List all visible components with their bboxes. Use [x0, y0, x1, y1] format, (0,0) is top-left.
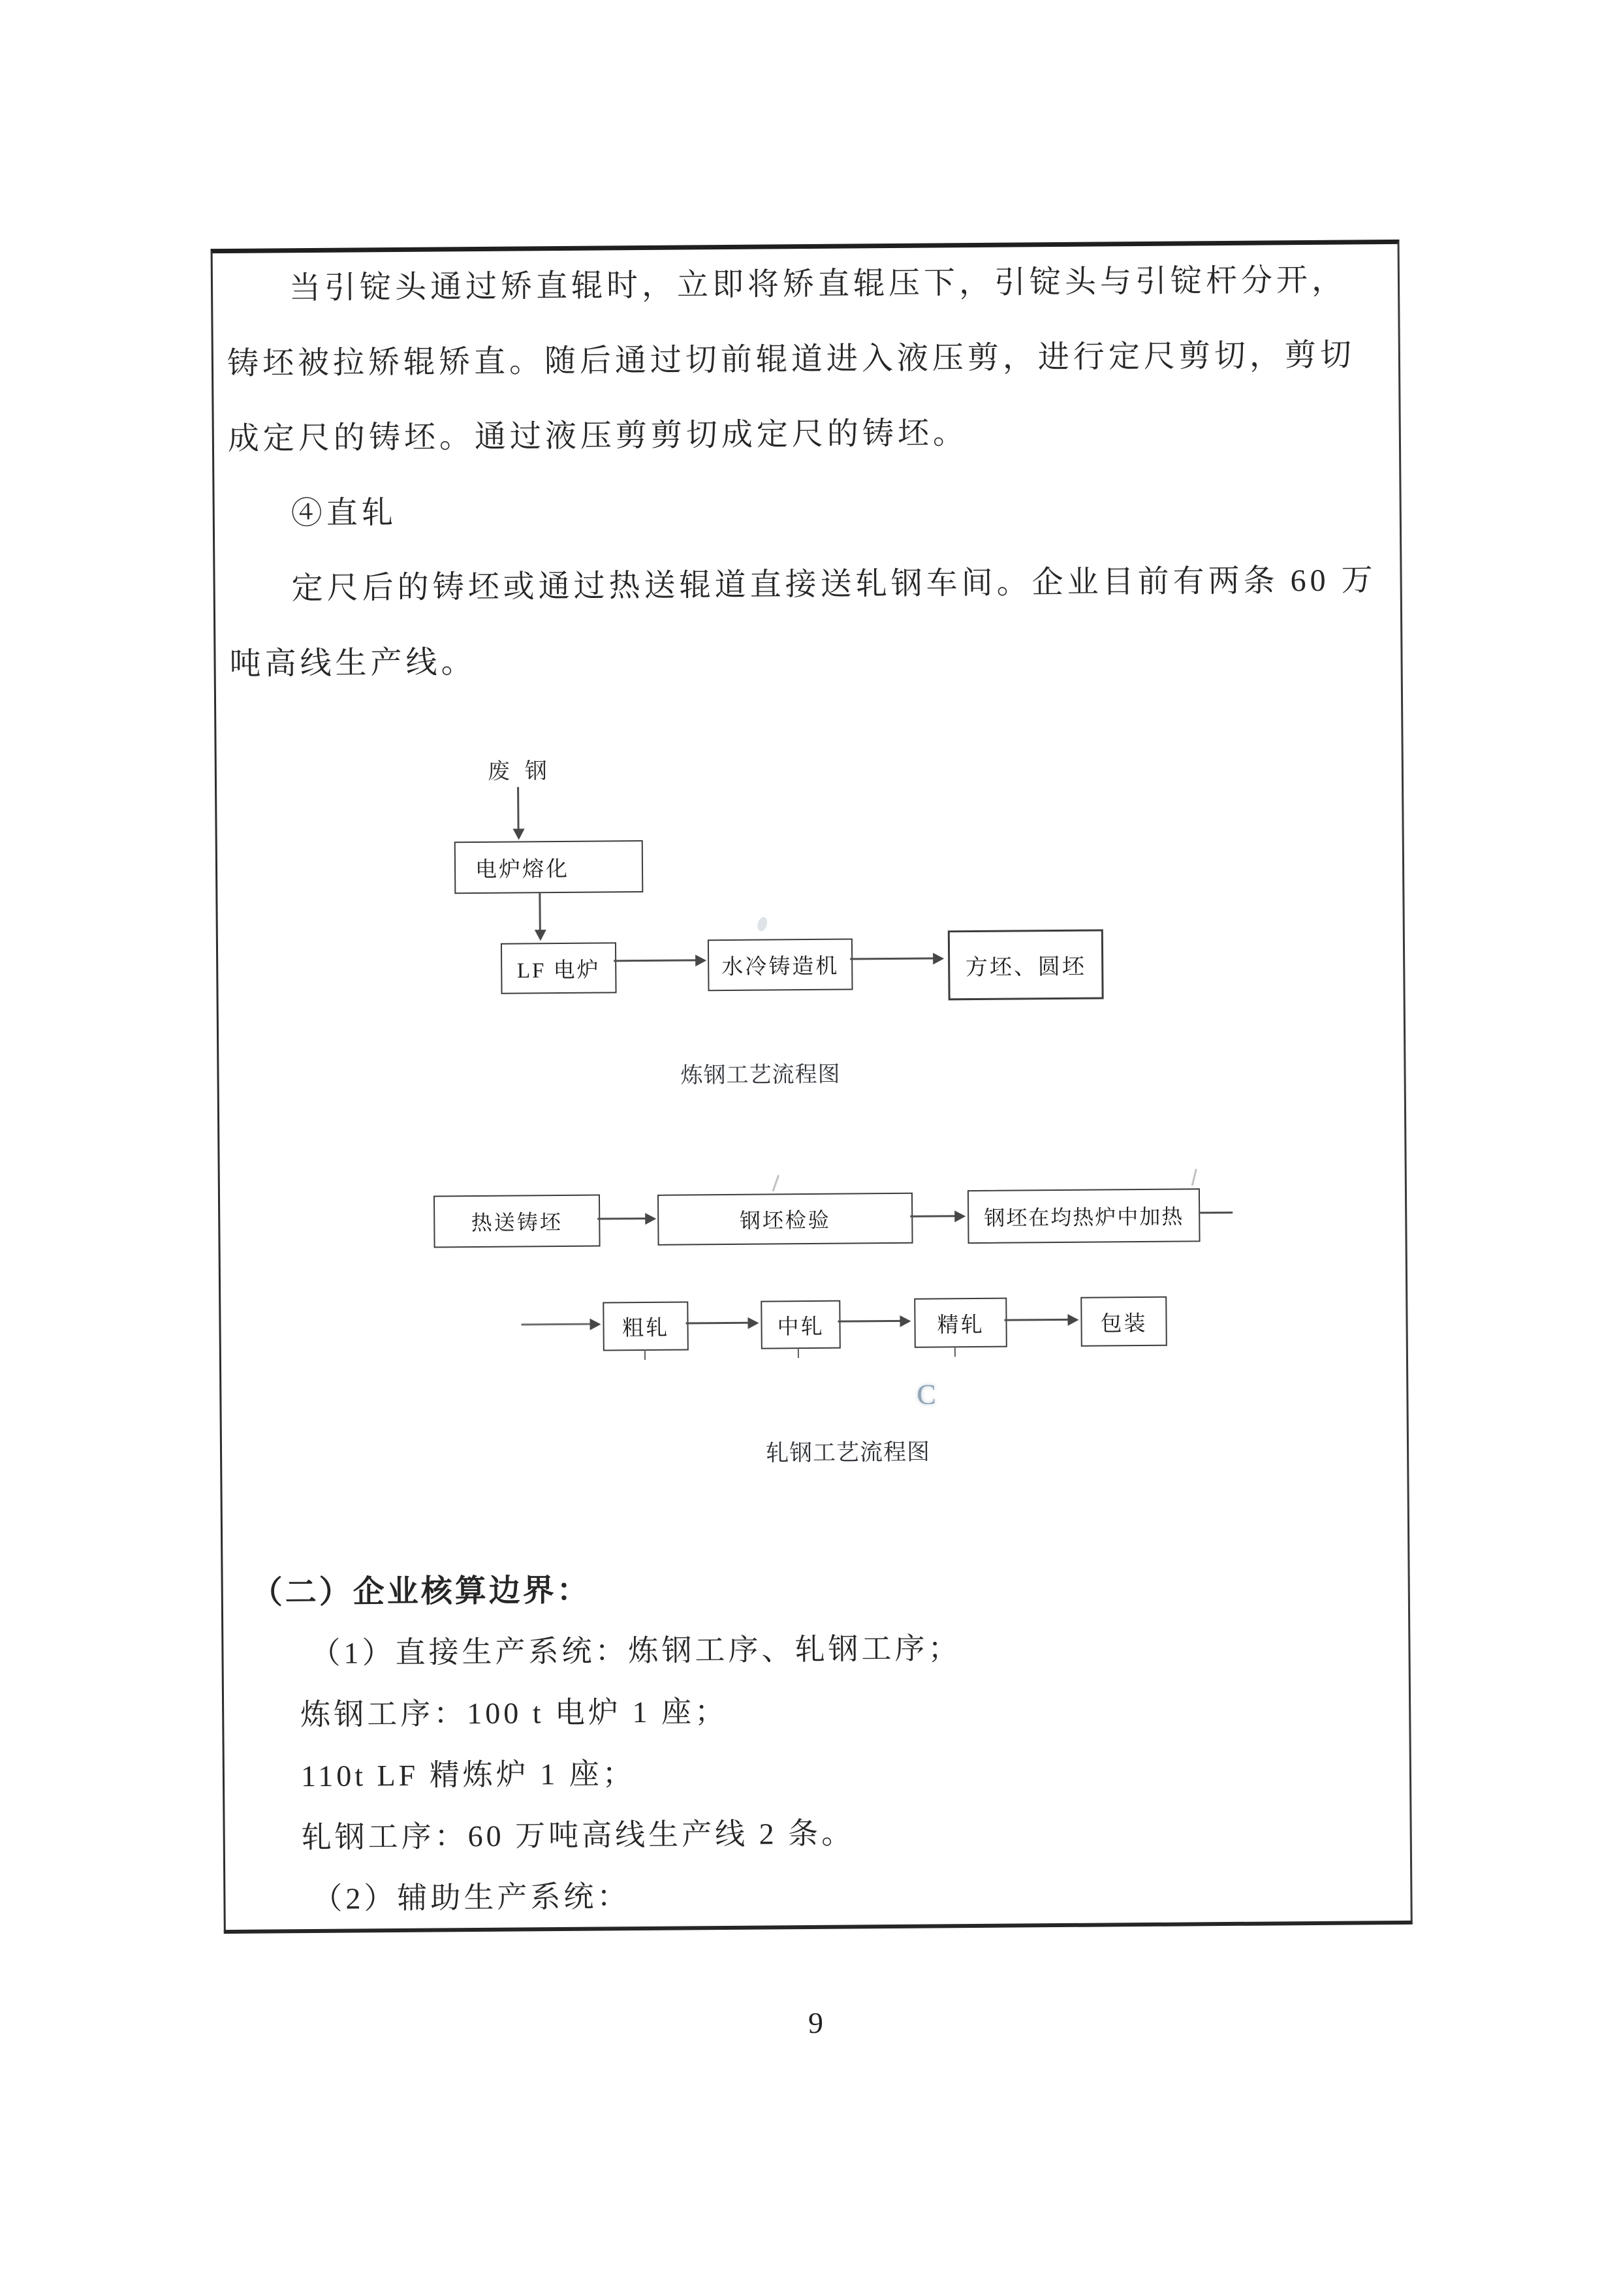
flowchart-box-heating: 钢坯在均热炉中加热 [967, 1188, 1201, 1244]
paragraph-line: 铸坯被拉矫辊矫直。随后通过切前辊道进入液压剪，进行定尺剪切，剪切 [227, 338, 1356, 381]
section-heading: （二）企业核算边界： [251, 1573, 591, 1611]
arrow-right-icon [695, 954, 706, 966]
paragraph-line: 成定尺的铸坯。通过液压剪剪切成定尺的铸坯。 [227, 416, 969, 456]
flowchart-box-hot-billet: 热送铸坯 [433, 1195, 601, 1248]
paragraph-line: 吨高线生产线。 [229, 644, 477, 682]
flowchart-box-caster: 水冷铸造机 [708, 938, 853, 991]
arrow-right-icon [747, 1317, 759, 1329]
scan-smudge: C [917, 1378, 936, 1411]
flowchart-box-lf-furnace: LF 电炉 [501, 942, 617, 994]
arrow-down-icon [513, 828, 525, 840]
arrow-right-icon [1067, 1314, 1078, 1326]
page-number: 9 [808, 2006, 823, 2039]
section-line: （2）辅助生产系统： [312, 1879, 631, 1916]
flowchart-input-label: 废 钢 [487, 759, 549, 784]
figure-caption: 轧钢工艺流程图 [765, 1439, 931, 1466]
flowchart-box-melting: 电炉熔化 [454, 840, 644, 894]
arrow-right-icon [589, 1319, 601, 1330]
flowchart-box-inspection: 钢坯检验 [657, 1193, 913, 1246]
scan-artifact-tick [954, 1346, 956, 1357]
section-line: 轧钢工序：60 万吨高线生产线 2 条。 [301, 1816, 855, 1855]
arrow-right-icon [645, 1213, 656, 1225]
flowchart-box-packing: 包装 [1080, 1297, 1167, 1347]
section-line: （1）直接生产系统：炼钢工序、轧钢工序； [310, 1631, 962, 1671]
flowchart-box-rough-rolling: 粗轧 [603, 1301, 689, 1351]
arrow-right-icon [900, 1315, 911, 1327]
arrow-down-icon [535, 930, 546, 941]
flow-connector-line [597, 1218, 648, 1220]
arrow-right-icon [954, 1210, 966, 1222]
flow-connector-line [910, 1215, 957, 1218]
flow-connector-line [517, 787, 520, 830]
paragraph-line: 定尺后的铸坯或通过热送辊道直接送轧钢车间。企业目前有两条 60 万 [291, 563, 1377, 606]
flowchart-box-medium-rolling: 中轧 [761, 1300, 841, 1349]
section-line: 炼钢工序：100 t 电炉 1 座； [300, 1695, 729, 1732]
section-line: 110t LF 精炼炉 1 座； [300, 1757, 636, 1793]
flow-connector-line [1200, 1212, 1233, 1214]
scan-artifact-tick [644, 1349, 646, 1360]
flow-connector-line [539, 892, 541, 931]
flowchart-box-finish-rolling: 精轧 [914, 1298, 1007, 1348]
flowchart-box-billet: 方坯、圆坯 [948, 929, 1104, 1000]
list-item-heading: ④直轧 [291, 495, 397, 531]
arrow-right-icon [933, 952, 944, 964]
paragraph-line: 当引锭头通过矫直辊时，立即将矫直辊压下，引锭头与引锭杆分开， [289, 262, 1347, 306]
scan-artifact-tick [798, 1347, 799, 1358]
figure-caption: 炼钢工艺流程图 [680, 1062, 841, 1088]
